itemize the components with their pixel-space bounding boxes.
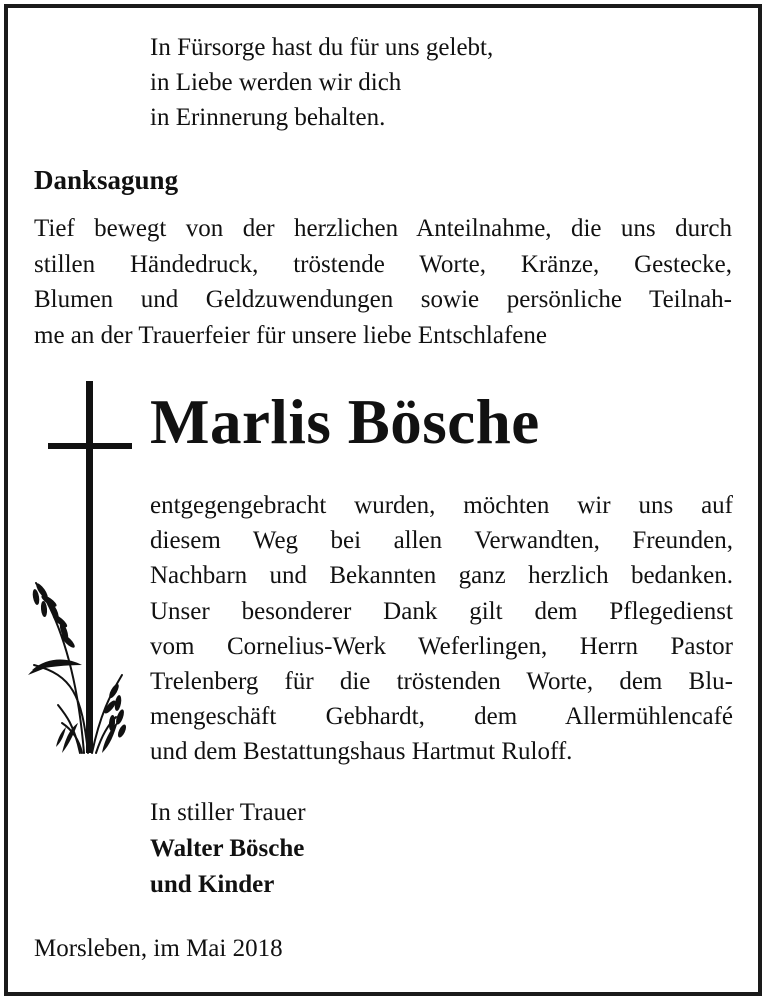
body-line: mengeschäft Gebhardt, dem Allermühlencafé <box>150 703 733 731</box>
intro-line: stillen Händedruck, tröstende Worte, Kränze, Gestecke, <box>34 250 732 278</box>
cross-with-wheat-icon <box>22 375 142 760</box>
poem-line: in Liebe werden wir dich <box>150 69 402 96</box>
intro-line: Blumen und Geldzuwendungen sowie persönliche Teilnah- <box>34 286 732 313</box>
intro-paragraph <box>34 211 732 353</box>
signature-family: und Kinder <box>150 871 275 898</box>
body-line: und dem Bestattungshaus Hartmut Ruloff. <box>150 738 573 766</box>
body-line: Nachbarn und Bekannten ganz herzlich bedanken. <box>150 562 733 590</box>
body-line: vom Cornelius-Werk Weferlingen, Herrn Pastor <box>150 632 733 660</box>
body-line: diesem Weg bei allen Verwandten, Freunden, <box>150 527 733 555</box>
signature-intro: In stiller Trauer <box>150 799 306 826</box>
body-line: Trelenberg für die tröstenden Worte, dem Blu- <box>150 667 733 695</box>
intro-line: me an der Trauerfeier für unsere liebe Entschlafene <box>34 321 547 349</box>
poem-line: In Fürsorge hast du für uns gelebt, <box>150 34 494 61</box>
poem <box>150 30 493 135</box>
body-line: Unser besonderer Dank gilt dem Pflegedienst <box>150 597 733 625</box>
deceased-name: Marlis Bösche <box>150 387 540 457</box>
heading-danksagung: Danksagung <box>34 165 179 195</box>
poem-line: in Erinnerung behalten. <box>150 104 386 131</box>
intro-line: Tief bewegt von der herzlichen Anteilnahme, die uns durch <box>34 215 732 242</box>
signature-block <box>150 795 306 903</box>
body-line: entgegengebracht wurden, möchten wir uns auf <box>150 492 733 519</box>
signature-name: Walter Bösche <box>150 835 305 862</box>
body-paragraph <box>150 488 733 770</box>
place-date: Morsleben, im Mai 2018 <box>34 935 283 962</box>
